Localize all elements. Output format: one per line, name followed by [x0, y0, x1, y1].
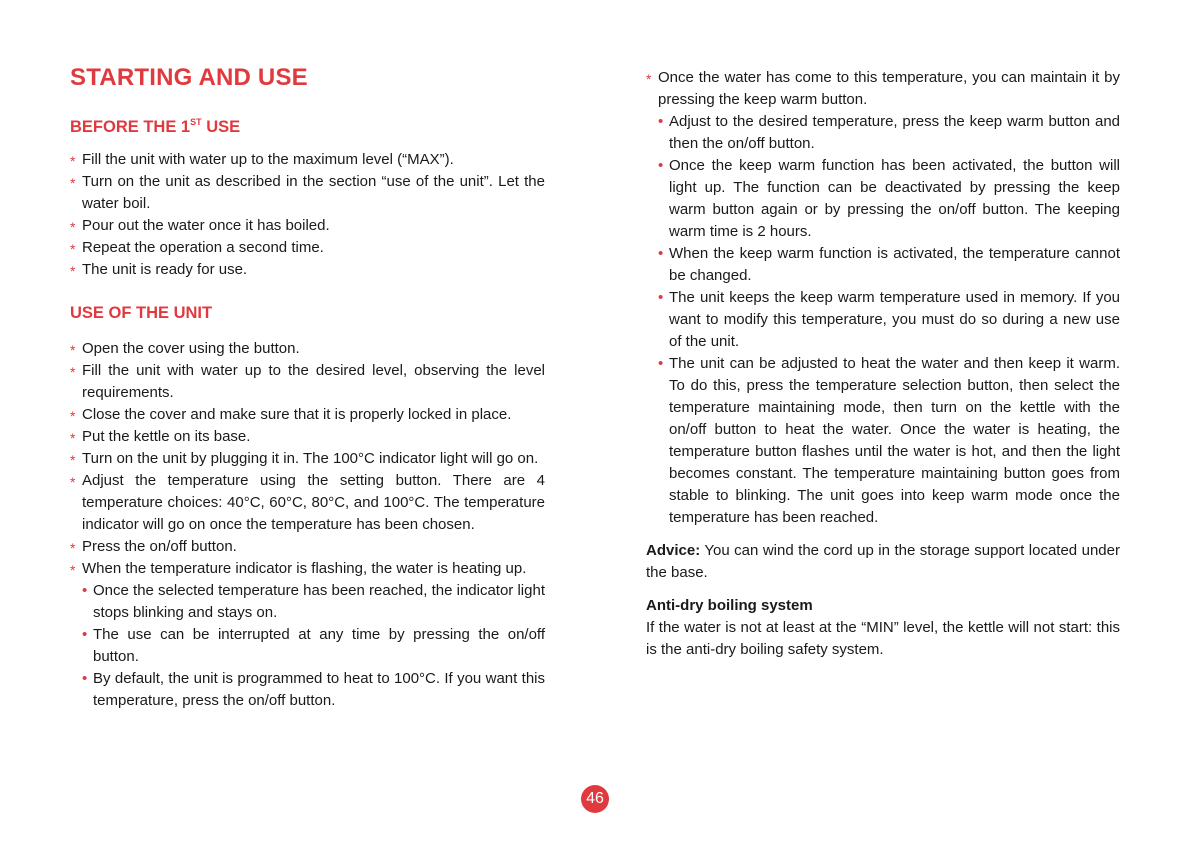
before-first-use-list — [70, 149, 545, 281]
before-first-use-heading — [70, 117, 240, 137]
list-item: * Fill the unit with water up to the maximum level (“MAX”). — [70, 149, 545, 171]
list-item: * When the temperature indicator is flashing, the water is heating up. — [70, 558, 545, 580]
before-first-use-heading-text: BEFORE THE 1 — [70, 118, 191, 136]
sub-list-item: • Once the keep warm function has been activated, the button will light up. The function can be deactivated by pressing the keep warm button again or by pressing the on/off button. The keeping warm time is 2 hours. — [646, 155, 1120, 243]
advice-text: You can wind the cord up in the storage support located under the base. — [646, 542, 1120, 581]
list-item: * Turn on the unit as described in the section “use of the unit”. Let the water boil. — [70, 171, 545, 215]
before-first-use-heading-suffix: USE — [201, 118, 241, 136]
sub-list-item: • The unit keeps the keep warm temperature used in memory. If you want to modify this temperature, you must do so during a new use of the unit. — [646, 287, 1120, 353]
list-item: * Open the cover using the button. — [70, 338, 545, 360]
list-item: * The unit is ready for use. — [70, 259, 545, 281]
anti-dry-paragraph: If the water is not at least at the “MIN” level, the kettle will not start: this is the anti-dry boiling safety system. — [646, 619, 1120, 658]
sub-list-item: • When the keep warm function is activated, the temperature cannot be changed. — [646, 243, 1120, 287]
keep-warm-list — [646, 67, 1120, 529]
list-item: * Turn on the unit by plugging it in. The 100°C indicator light will go on. — [70, 448, 545, 470]
list-item: * Once the water has come to this temperature, you can maintain it by pressing the keep warm button. — [646, 67, 1120, 111]
page-title: STARTING AND USE — [70, 64, 308, 91]
list-item: * Pour out the water once it has boiled. — [70, 215, 545, 237]
list-item: * Press the on/off button. — [70, 536, 545, 558]
use-of-unit-list — [70, 338, 545, 712]
list-item: * Adjust the temperature using the setting button. There are 4 temperature choices: 40°C, 60°C, 80°C, and 100°C. The temperature indicator will go on once the temperature has been chosen. — [70, 470, 545, 536]
advice-paragraph — [646, 540, 1120, 584]
sub-list-item: • By default, the unit is programmed to heat to 100°C. If you want this temperature, press the on/off button. — [70, 668, 545, 712]
sub-list-item: • The unit can be adjusted to heat the water and then keep it warm. To do this, press the temperature selection button, then select the temperature maintaining mode, then turn on the kettle with the on/off button to heat the water. Once the water is heating, the temperature button flashes until the water is hot, and then the light becomes constant. The temperature maintaining button goes from stable to blinking. The unit goes into keep warm mode once the temperature has been reached. — [646, 353, 1120, 529]
sub-list-item: • Adjust to the desired temperature, press the keep warm button and then the on/off button. — [646, 111, 1120, 155]
advice-label: Advice: — [646, 542, 701, 559]
list-item: * Fill the unit with water up to the desired level, observing the level requirements. — [70, 360, 545, 404]
superscript-st: ST — [190, 117, 202, 127]
use-of-unit-heading: USE OF THE UNIT — [70, 304, 213, 322]
list-item: * Repeat the operation a second time. — [70, 237, 545, 259]
sub-list-item: • Once the selected temperature has been reached, the indicator light stops blinking and stays on. — [70, 580, 545, 624]
sub-list-item: • The use can be interrupted at any time by pressing the on/off button. — [70, 624, 545, 668]
page-number: 46 — [581, 785, 609, 813]
anti-dry-heading: Anti-dry boiling system — [646, 597, 813, 614]
list-item: * Close the cover and make sure that it is properly locked in place. — [70, 404, 545, 426]
list-item: * Put the kettle on its base. — [70, 426, 545, 448]
